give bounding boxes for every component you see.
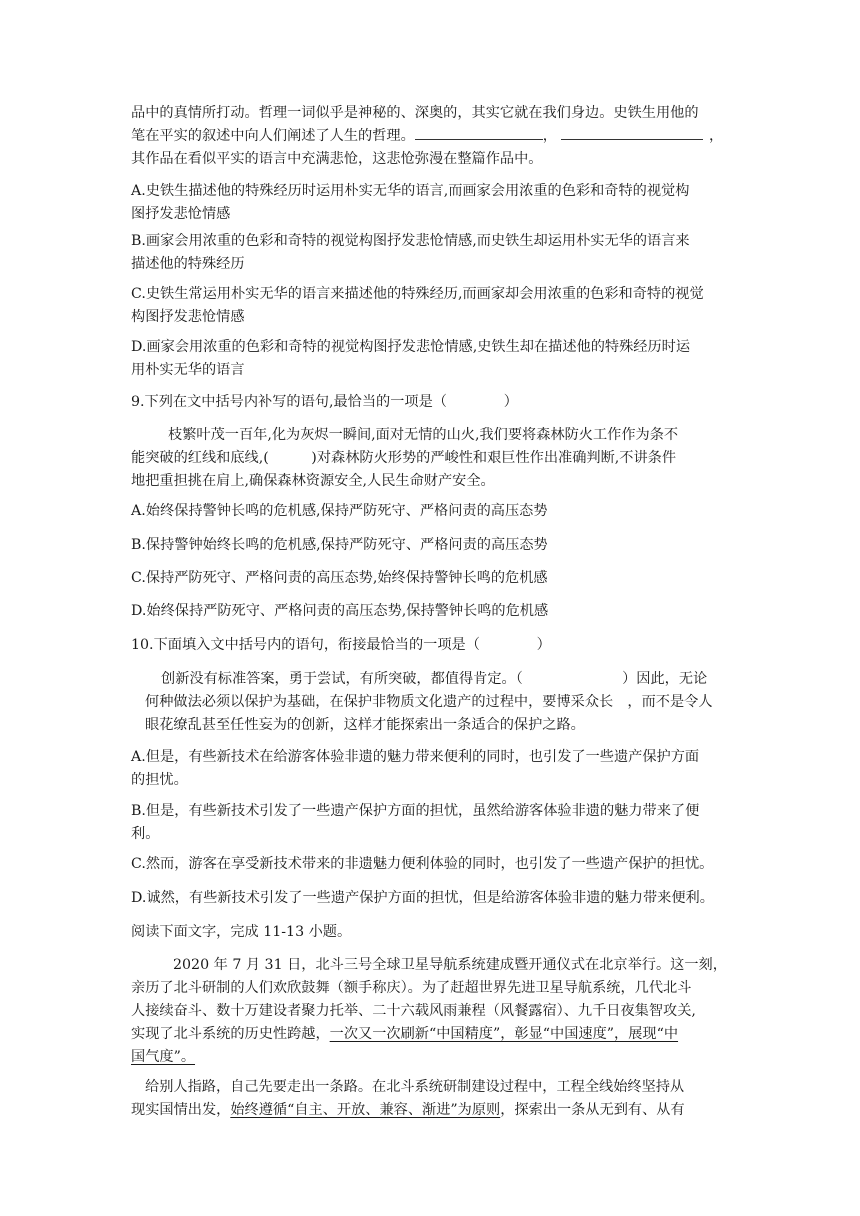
option-line: C.史铁生常运用朴实无华的语言来描述他的特殊经历,而画家却会用浓重的色彩和奇特的视觉 [131, 286, 704, 302]
text-line [131, 125, 735, 148]
text-line: 其作品在看似平实的语言中充满悲怆，这悲怆弥漫在整篇作品中。 [131, 151, 543, 167]
q9-option-d [131, 600, 735, 623]
option-line: A.始终保持警钟长鸣的危机感,保持严防死守、严格问责的高压态势 [131, 503, 548, 519]
option-line: B.保持警钟始终长鸣的危机感,保持严防死守、严格问责的高压态势 [131, 537, 548, 553]
q8-option-a [131, 180, 735, 226]
reading-instruction [131, 921, 735, 944]
passage-line: 能突破的红线和底线,( )对森林防火形势的严峻性和艰巨性作出准确判断,不讲条件 [131, 450, 677, 466]
option-line: A.但是，有些新技术在给游客体验非遗的魅力带来便利的同时，也引发了一些遗产保护方面 [131, 749, 700, 765]
option-line: B.但是，有些新技术引发了一些遗产保护方面的担忧，虽然给游客体验非遗的魅力带来了便 [131, 803, 700, 819]
option-line: D.画家会用浓重的色彩和奇特的视觉构图抒发悲怆情感,史铁生却在描述他的特殊经历时运 [131, 339, 691, 355]
option-line: B.画家会用浓重的色彩和奇特的视觉构图抒发悲怆情感,而史铁生却运用朴实无华的语言来 [131, 233, 690, 249]
option-line: 构图抒发悲怆情感 [131, 309, 245, 325]
text-segment: 现实国情出发， [131, 1102, 231, 1118]
text-segment: 笔在平实的叙述中向人们阐述了人生的哲理。 [131, 128, 415, 144]
q8-option-c [131, 283, 735, 329]
answer-blank[interactable] [561, 125, 703, 140]
option-line: C.然而，游客在享受新技术带来的非遗魅力便利体验的同时，也引发了一些遗产保护的担忧。 [131, 856, 714, 872]
passage-line: 地把重担挑在肩上,确保森林资源安全,人民生命财产安全。 [131, 473, 495, 489]
passage-line: 创新没有标准答案，勇于尝试，有所突破，都值得肯定。（ ）因此，无论 [161, 671, 708, 687]
answer-blank[interactable] [415, 125, 543, 140]
passage-line [131, 1023, 735, 1046]
intro-paragraph [131, 102, 735, 171]
option-line: 描述他的特殊经历 [131, 256, 245, 272]
q9-passage [131, 424, 735, 493]
passage-line: 亲历了北斗研制的人们欢欣鼓舞（额手称庆）。为了赶超世界先进卫星导航系统，几代北斗 [131, 980, 692, 996]
q10-option-b [131, 800, 735, 846]
option-line: C.保持严防死守、严格问责的高压态势,始终保持警钟长鸣的危机感 [131, 570, 548, 586]
reading-paragraph-1 [131, 954, 735, 1069]
option-line: A.史铁生描述他的特殊经历时运用朴实无华的语言,而画家会用浓重的色彩和奇特的视觉构 [131, 183, 690, 199]
q9-stem [131, 391, 735, 414]
reading-paragraph-2 [131, 1076, 735, 1122]
question-stem: 10.下面填入文中括号内的语句，衔接最恰当的一项是（ ） [131, 637, 551, 653]
q9-option-b [131, 534, 735, 557]
q10-stem [131, 634, 735, 657]
q10-passage [131, 668, 735, 737]
separator: ， [708, 128, 724, 144]
passage-line: 2020 年 7 月 31 日，北斗三号全球卫星导航系统建成暨开通仪式在北京举行。这一刻， [173, 957, 727, 973]
q9-option-a [131, 500, 735, 523]
instruction-text: 阅读下面文字，完成 11-13 小题。 [131, 924, 352, 940]
option-line: 用朴实无华的语言 [131, 362, 245, 378]
question-stem: 9.下列在文中括号内补写的语句,最恰当的一项是（ ） [131, 394, 518, 410]
passage-line [131, 1046, 735, 1069]
q10-option-d [131, 887, 735, 910]
text-segment: 实现了北斗系统的历史性跨越， [131, 1026, 330, 1042]
option-line: 图抒发悲怆情感 [131, 206, 231, 222]
q10-option-a [131, 746, 735, 792]
passage-line: 枝繁叶茂一百年,化为灰烬一瞬间,面对无情的山火,我们要将森林防火工作作为条不 [168, 427, 679, 443]
text-segment: ，探索出一条从无到有、从有 [500, 1102, 685, 1118]
q8-option-d [131, 336, 735, 382]
option-line: 利。 [131, 826, 160, 842]
underlined-text: 一次又一次刷新“中国精度”，彰显“中国速度”，展现“中 [329, 1026, 679, 1042]
q10-option-c [131, 853, 735, 876]
option-line: D.始终保持严防死守、严格问责的高压态势,保持警钟长鸣的危机感 [131, 603, 549, 619]
passage-line: 人接续奋斗、数十万建设者聚力托举、二十六载风雨兼程（风餐露宿）、九千日夜集智攻关, [131, 1003, 696, 1019]
underlined-text: 始终遵循“自主、开放、兼容、渐进”为原则 [230, 1102, 501, 1118]
q9-option-c [131, 567, 735, 590]
passage-line: 何种做法必须以保护为基础，在保护非物质文化遗产的过程中，要博采众长 ，而不是令人 [145, 694, 713, 710]
option-line: 的担忧。 [131, 772, 188, 788]
q8-option-b [131, 230, 735, 276]
passage-line [131, 1099, 735, 1122]
passage-line: 眼花缭乱甚至任性妄为的创新，这样才能探索出一条适合的保护之路。 [145, 717, 585, 733]
passage-line: 给别人指路，自己先要走出一条路。在北斗系统研制建设过程中，工程全线始终坚持从 [145, 1079, 685, 1095]
text-line: 品中的真情所打动。哲理一词似乎是神秘的、深奥的，其实它就在我们身边。史铁生用他的 [131, 105, 699, 121]
separator: ， [542, 128, 557, 144]
underlined-text: 国气度”。 [131, 1049, 196, 1065]
option-line: D.诚然，有些新技术引发了一些遗产保护方面的担忧，但是给游客体验非遗的魅力带来便利。 [131, 890, 714, 906]
